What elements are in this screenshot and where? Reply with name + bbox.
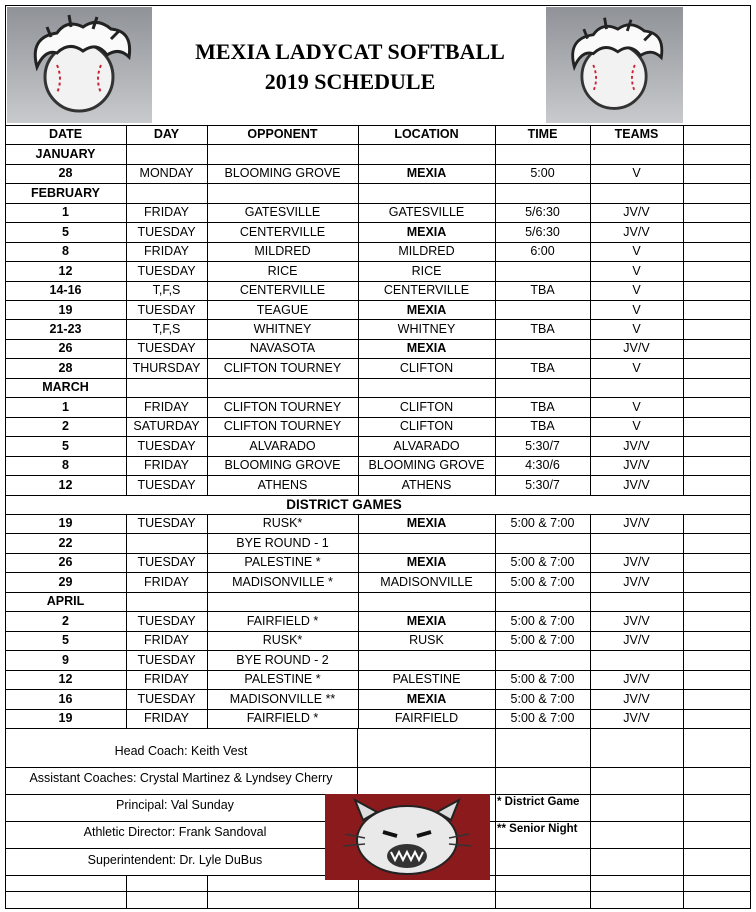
column-header-date: DATE xyxy=(48,127,83,142)
cell-date: 22 xyxy=(58,535,73,550)
cell-location: CLIFTON xyxy=(399,419,454,434)
cell-date: 12 xyxy=(58,672,73,687)
cell-location: ATHENS xyxy=(401,477,452,492)
cell-location: MEXIA xyxy=(406,516,447,531)
cell-opponent: FAIRFIELD * xyxy=(246,613,319,628)
cell-day: FRIDAY xyxy=(144,458,189,473)
cell-teams xyxy=(590,533,683,552)
top-border xyxy=(5,5,751,6)
cell-date: 5 xyxy=(62,438,69,453)
cell-opponent: TEAGUE xyxy=(256,302,309,317)
column-line xyxy=(683,125,684,495)
cell-day: TUESDAY xyxy=(137,516,196,531)
column-line xyxy=(126,125,127,495)
cell-opponent: ATHENS xyxy=(257,477,308,492)
cell-location: MEXIA xyxy=(406,691,447,706)
cell-day: T,F,S xyxy=(152,321,181,336)
column-line xyxy=(590,125,591,495)
column-line xyxy=(590,514,591,728)
footer-col-line xyxy=(126,875,127,909)
cell-opponent: GATESVILLE xyxy=(244,205,321,220)
cell-day: MONDAY xyxy=(139,166,194,181)
cell-location: MEXIA xyxy=(406,224,447,239)
cell-date: 8 xyxy=(62,458,69,473)
month-label: FEBRUARY xyxy=(31,185,100,200)
footer-col-line xyxy=(358,875,359,909)
footer-col-line xyxy=(495,728,496,908)
cell-teams: JV/V xyxy=(623,458,650,473)
cell-time xyxy=(495,650,590,669)
cell-date: 1 xyxy=(62,205,69,220)
cell-location: CENTERVILLE xyxy=(383,283,470,298)
cell-location: MEXIA xyxy=(406,555,447,570)
cell-date: 26 xyxy=(58,341,73,356)
cell-day: FRIDAY xyxy=(144,633,189,648)
cell-teams: V xyxy=(632,244,641,259)
cell-day: FRIDAY xyxy=(144,574,189,589)
cell-day: FRIDAY xyxy=(144,399,189,414)
cell-teams: JV/V xyxy=(623,341,650,356)
cell-date: 5 xyxy=(62,633,69,648)
cell-location: RICE xyxy=(411,263,442,278)
cell-day: FRIDAY xyxy=(144,672,189,687)
cell-date: 8 xyxy=(62,244,69,259)
cell-time: 5:00 & 7:00 xyxy=(510,574,575,589)
cell-opponent: MILDRED xyxy=(254,244,311,259)
cell-location: BLOOMING GROVE xyxy=(368,458,485,473)
cell-opponent: BYE ROUND - 1 xyxy=(236,535,329,550)
cell-time: TBA xyxy=(530,419,555,434)
cell-teams: JV/V xyxy=(623,710,650,725)
column-header-teams: TEAMS xyxy=(614,127,659,142)
cell-day: TUESDAY xyxy=(137,613,196,628)
cell-time: 5:00 & 7:00 xyxy=(510,613,575,628)
cell-teams: JV/V xyxy=(623,574,650,589)
column-line xyxy=(358,125,359,495)
cell-date: 2 xyxy=(62,419,69,434)
title-line-1: MEXIA LADYCAT SOFTBALL xyxy=(195,39,505,64)
cell-time: 5:00 & 7:00 xyxy=(510,672,575,687)
cell-date: 14-16 xyxy=(49,283,82,298)
cell-time xyxy=(495,339,590,358)
right-border xyxy=(750,5,751,909)
cell-opponent: MADISONVILLE * xyxy=(232,574,333,589)
senior-night-legend: ** Senior Night xyxy=(497,823,578,835)
cell-date: 1 xyxy=(62,399,69,414)
section-label: DISTRICT GAMES xyxy=(286,496,402,512)
cell-day: TUESDAY xyxy=(137,477,196,492)
cell-location: MEXIA xyxy=(406,613,447,628)
cell-day: TUESDAY xyxy=(137,438,196,453)
cell-day: FRIDAY xyxy=(144,244,189,259)
cell-location xyxy=(358,533,495,552)
principal: Principal: Val Sunday xyxy=(116,798,234,812)
cell-opponent: RICE xyxy=(267,263,298,278)
wildcat-mascot-icon xyxy=(325,794,490,880)
cell-date: 9 xyxy=(62,652,69,667)
cell-time: 5:00 & 7:00 xyxy=(510,691,575,706)
cell-time: 5:30/7 xyxy=(525,438,560,453)
column-header-opponent: OPPONENT xyxy=(247,127,318,142)
cell-day: FRIDAY xyxy=(144,710,189,725)
cell-teams: V xyxy=(632,166,641,181)
cell-date: 5 xyxy=(62,224,69,239)
column-line xyxy=(207,125,208,495)
footer-col-line xyxy=(357,728,358,794)
cell-teams xyxy=(590,650,683,669)
column-header-day: DAY xyxy=(153,127,180,142)
cell-location: PALESTINE xyxy=(392,672,461,687)
cell-opponent: PALESTINE * xyxy=(244,672,321,687)
cell-teams: JV/V xyxy=(623,516,650,531)
cell-location: MILDRED xyxy=(398,244,455,259)
cell-opponent: CENTERVILLE xyxy=(239,283,326,298)
column-line xyxy=(358,514,359,728)
cell-time xyxy=(495,261,590,280)
cell-teams: V xyxy=(632,263,641,278)
cell-time: 5:00 & 7:00 xyxy=(510,633,575,648)
row-line xyxy=(5,728,751,729)
superintendent: Superintendent: Dr. Lyle DuBus xyxy=(87,853,263,867)
cell-opponent: WHITNEY xyxy=(253,321,312,336)
cell-opponent: MADISONVILLE ** xyxy=(229,691,336,706)
cell-day: SATURDAY xyxy=(133,419,200,434)
cell-opponent: RUSK* xyxy=(262,633,303,648)
cell-day: TUESDAY xyxy=(137,341,196,356)
cell-time: TBA xyxy=(530,321,555,336)
cell-time: 5:00 & 7:00 xyxy=(510,555,575,570)
cell-location: CLIFTON xyxy=(399,360,454,375)
cell-opponent: CLIFTON TOURNEY xyxy=(223,419,342,434)
cell-teams: JV/V xyxy=(623,672,650,687)
cell-day: TUESDAY xyxy=(137,263,196,278)
cell-date: 26 xyxy=(58,555,73,570)
cell-opponent: BLOOMING GROVE xyxy=(224,166,341,181)
head-coach: Head Coach: Keith Vest xyxy=(114,744,248,758)
cell-opponent: CENTERVILLE xyxy=(239,224,326,239)
cell-day: TUESDAY xyxy=(137,224,196,239)
cell-date: 16 xyxy=(58,691,73,706)
cell-time xyxy=(495,300,590,319)
paw-softball-logo-right-icon xyxy=(546,7,683,123)
cell-location: MEXIA xyxy=(406,166,447,181)
column-header-location: LOCATION xyxy=(394,127,459,142)
cell-time: 5:00 & 7:00 xyxy=(510,516,575,531)
cell-date: 12 xyxy=(58,477,73,492)
cell-opponent: CLIFTON TOURNEY xyxy=(223,399,342,414)
cell-day: TUESDAY xyxy=(137,555,196,570)
cell-opponent: BYE ROUND - 2 xyxy=(236,652,329,667)
cell-teams: JV/V xyxy=(623,633,650,648)
cell-teams: JV/V xyxy=(623,438,650,453)
cell-day: THURSDAY xyxy=(132,360,201,375)
cell-day: FRIDAY xyxy=(144,205,189,220)
cell-teams: JV/V xyxy=(623,613,650,628)
column-line xyxy=(495,125,496,495)
cell-date: 28 xyxy=(58,166,73,181)
cell-time: 4:30/6 xyxy=(525,458,560,473)
cell-location xyxy=(358,650,495,669)
schedule-title xyxy=(155,37,545,97)
cell-time: TBA xyxy=(530,283,555,298)
district-game-legend: * District Game xyxy=(497,796,580,808)
cell-time xyxy=(495,533,590,552)
cell-date: 29 xyxy=(58,574,73,589)
cell-date: 19 xyxy=(58,516,73,531)
cell-location: MEXIA xyxy=(406,341,447,356)
cell-time: 5/6:30 xyxy=(525,224,560,239)
cell-day xyxy=(126,533,207,552)
cell-location: CLIFTON xyxy=(399,399,454,414)
cell-time: 5:00 & 7:00 xyxy=(510,710,575,725)
cell-time: TBA xyxy=(530,399,555,414)
cell-date: 19 xyxy=(58,302,73,317)
cell-opponent: PALESTINE * xyxy=(244,555,321,570)
cell-time: 6:00 xyxy=(530,244,555,259)
cell-day: TUESDAY xyxy=(137,691,196,706)
paw-softball-logo-left-icon xyxy=(7,7,152,123)
cell-teams: V xyxy=(632,283,641,298)
cell-teams: JV/V xyxy=(623,205,650,220)
cell-teams: JV/V xyxy=(623,224,650,239)
footer-col-line xyxy=(207,875,208,909)
cell-location: MEXIA xyxy=(406,302,447,317)
footer-line xyxy=(5,891,751,892)
cell-location: RUSK xyxy=(409,633,444,648)
cell-teams: JV/V xyxy=(623,477,650,492)
cell-time: TBA xyxy=(530,360,555,375)
column-line xyxy=(495,514,496,728)
cell-opponent: CLIFTON TOURNEY xyxy=(223,360,342,375)
cell-location: FAIRFIELD xyxy=(394,710,459,725)
cell-location: MADISONVILLE xyxy=(380,574,473,589)
cell-date: 28 xyxy=(58,360,73,375)
cell-location: GATESVILLE xyxy=(388,205,465,220)
column-line xyxy=(126,514,127,728)
cell-day: T,F,S xyxy=(152,283,181,298)
cell-opponent: NAVASOTA xyxy=(249,341,316,356)
cell-location: WHITNEY xyxy=(397,321,456,336)
schedule-sheet xyxy=(5,5,751,909)
cell-teams: V xyxy=(632,360,641,375)
month-label: JANUARY xyxy=(35,146,96,161)
cell-opponent: BLOOMING GROVE xyxy=(224,458,341,473)
cell-date: 12 xyxy=(58,263,73,278)
cell-teams: V xyxy=(632,321,641,336)
cell-date: 2 xyxy=(62,613,69,628)
month-label: APRIL xyxy=(46,594,85,609)
cell-time: 5:00 xyxy=(530,166,555,181)
bottom-border xyxy=(5,908,751,909)
footer-col-line xyxy=(590,728,591,908)
column-line xyxy=(207,514,208,728)
cell-teams: V xyxy=(632,419,641,434)
month-label: MARCH xyxy=(42,380,89,395)
cell-date: 19 xyxy=(58,710,73,725)
column-header-time: TIME xyxy=(527,127,558,142)
cell-time: 5/6:30 xyxy=(525,205,560,220)
footer-line xyxy=(5,767,751,768)
assistant-coaches: Assistant Coaches: Crystal Martinez & Lyndsey Cherry xyxy=(29,771,333,785)
cell-opponent: ALVARADO xyxy=(249,438,316,453)
cell-time: 5:30/7 xyxy=(525,477,560,492)
cell-teams: V xyxy=(632,302,641,317)
title-line-2: 2019 SCHEDULE xyxy=(264,69,436,94)
cell-teams: JV/V xyxy=(623,691,650,706)
footer-col-line xyxy=(683,728,684,908)
cell-opponent: RUSK* xyxy=(262,516,303,531)
cell-teams: JV/V xyxy=(623,555,650,570)
cell-day: TUESDAY xyxy=(137,302,196,317)
cell-day: TUESDAY xyxy=(137,652,196,667)
column-line xyxy=(683,514,684,728)
athletic-director: Athletic Director: Frank Sandoval xyxy=(83,825,267,839)
cell-date: 21-23 xyxy=(49,321,82,336)
cell-teams: V xyxy=(632,399,641,414)
cell-opponent: FAIRFIELD * xyxy=(246,710,319,725)
cell-location: ALVARADO xyxy=(393,438,460,453)
